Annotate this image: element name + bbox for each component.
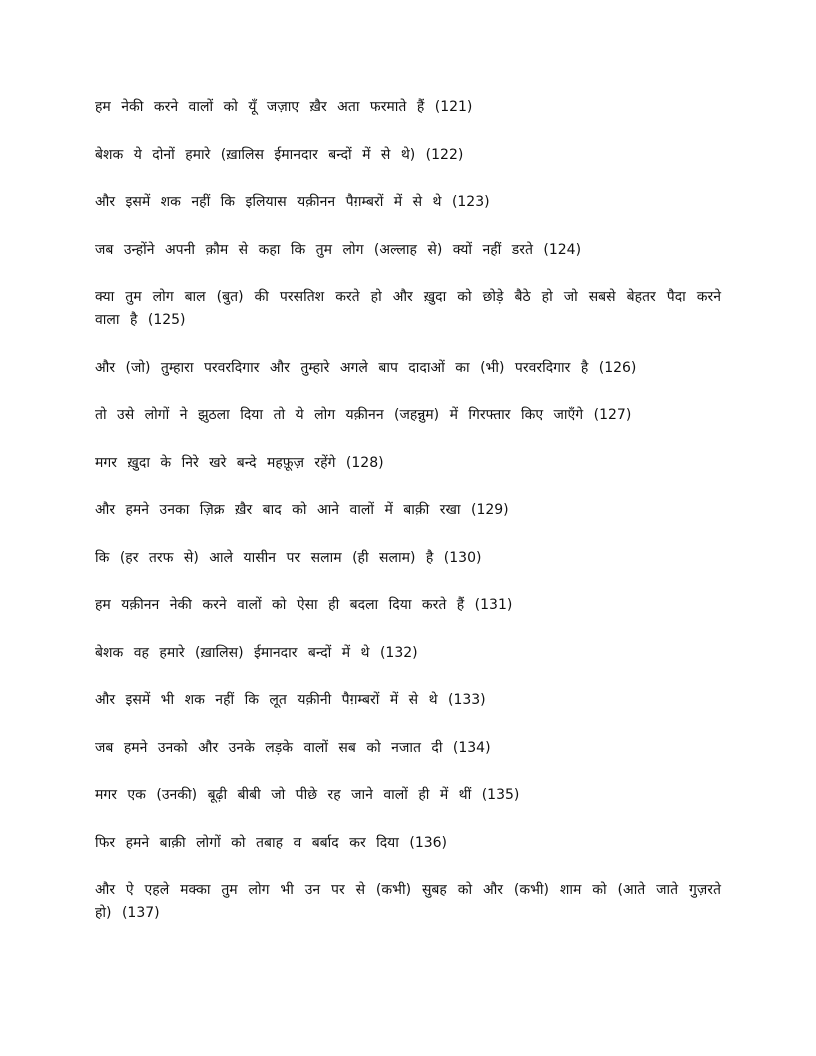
verse-132: बेशक वह हमारे (ख़ालिस) ईमानदार बन्दों में थे (132) xyxy=(95,644,418,661)
verse-123: और इसमें शक नहीं कि इलियास यक़ीनन पैग़म्बरों में से थे (123) xyxy=(95,194,490,210)
verse-121: हम नेकी करने वालों को यूँ जज़ाए ख़ैर अता फरमाते हैं (121) xyxy=(95,99,473,115)
verse-124: जब उन्होंने अपनी क़ौम से कहा कि तुम लोग (अल्लाह से) क्यों नहीं डरते (124) xyxy=(95,241,582,258)
verse-135: मगर एक (उनकी) बूढ़ी बीबी जो पीछे रह जाने वालों ही में थीं (135) xyxy=(95,787,520,803)
verse-133: और इसमें भी शक नहीं कि लूत यक़ीनी पैग़म्बरों में से थे (133) xyxy=(95,692,486,708)
verse-137: और ऐ एहले मक्का तुम लोग भी उन पर से (कभी) सुबह को और (कभी) शाम को (आते जाते गुज़रते हो) (137) xyxy=(95,882,721,921)
verse-130: कि (हर तरफ से) आले यासीन पर सलाम (ही सलाम) है (130) xyxy=(95,549,482,566)
verse-122: बेशक ये दोनों हमारे (ख़ालिस ईमानदार बन्दों में से थे) (122) xyxy=(95,146,464,163)
verse-131: हम यक़ीनन नेकी करने वालों को ऐसा ही बदला दिया करते हैं (131) xyxy=(95,597,513,613)
verse-134: जब हमने उनको और उनके लड़के वालों सब को नजात दी (134) xyxy=(95,739,491,756)
verse-list xyxy=(95,96,721,950)
verse-128: मगर ख़ुदा के निरे खरे बन्दे महफ़ूज़ रहेंगे (128) xyxy=(95,454,384,471)
verse-126: और (जो) तुम्हारा परवरदिगार और तुम्हारे अगले बाप दादाओं का (भी) परवरदिगार है (126) xyxy=(95,359,637,376)
verse-127: तो उसे लोगों ने झुठला दिया तो ये लोग यक़ीनन (जहन्नुम) में गिरफ्तार किए जाएँगे (127) xyxy=(95,407,632,423)
verse-125: क्या तुम लोग बाल (बुत) की परसतिश करते हो और ख़ुदा को छोड़े बैठे हो जो सबसे बेहतर पैदा करने वाला है (125) xyxy=(95,289,721,328)
verse-136: फिर हमने बाक़ी लोगों को तबाह व बर्बाद कर दिया (136) xyxy=(95,834,448,851)
verse-129: और हमने उनका ज़िक्र ख़ैर बाद को आने वालों में बाक़ी रखा (129) xyxy=(95,502,509,518)
